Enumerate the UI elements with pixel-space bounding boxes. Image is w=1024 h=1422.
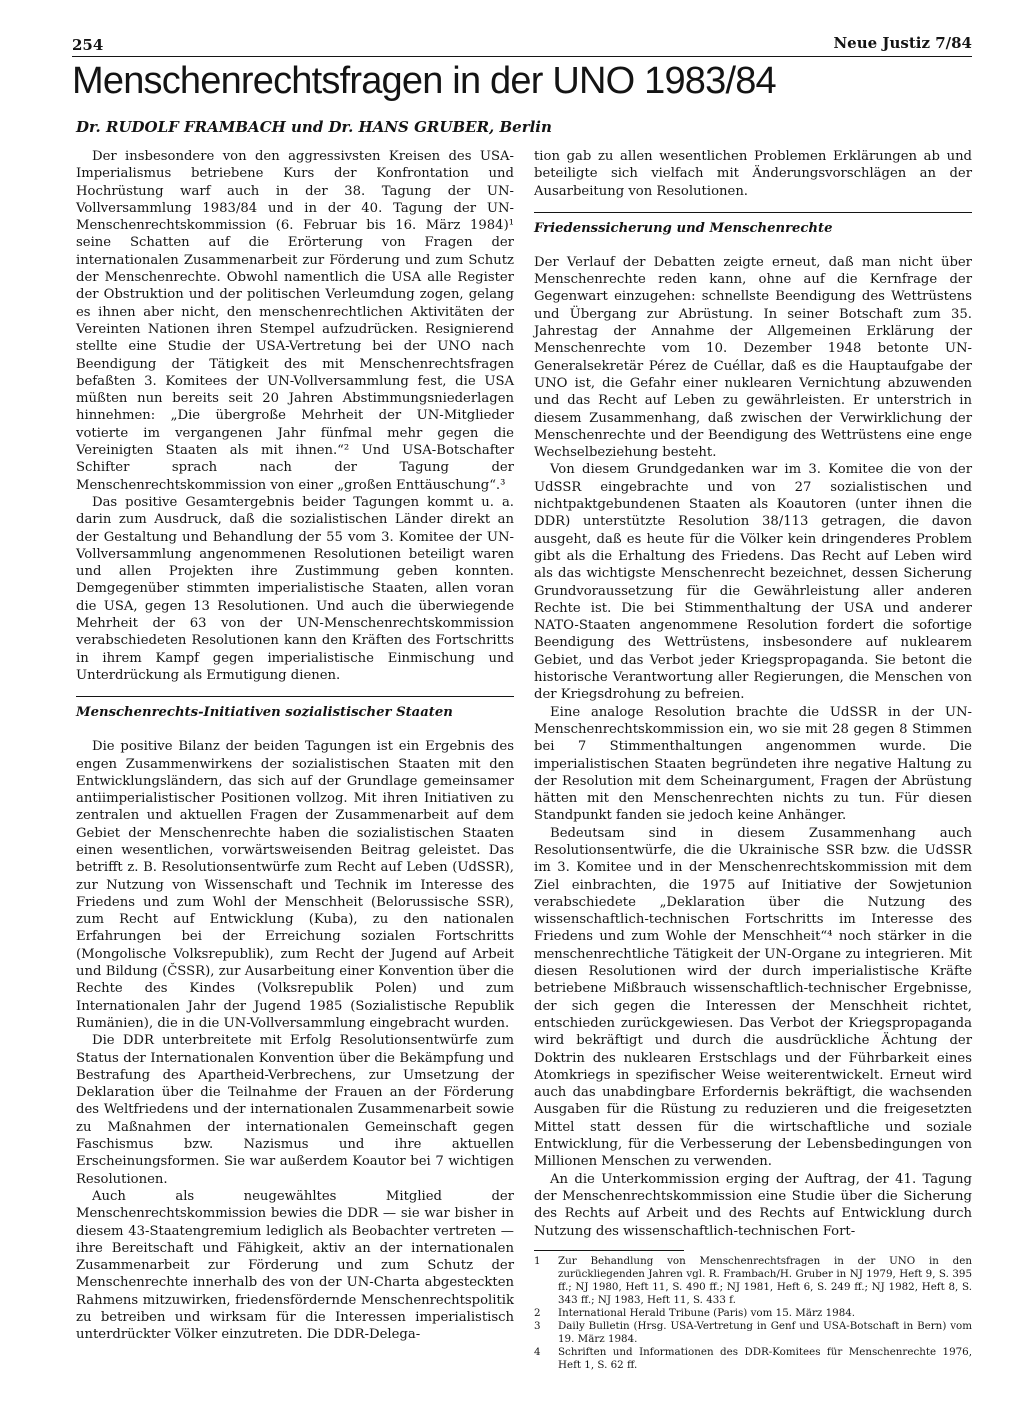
- footnote-text: Schriften und Informationen des DDR-Komitees für Menschenrechte 1976, Heft 1, S. 62 ff.: [558, 1345, 972, 1371]
- paragraph: Das positive Gesamtergebnis beider Tagungen kommt u. a. darin zum Ausdruck, daß die sozialistischen Länder direkt an der Gestaltung und Behandlung der 55 vom 3. Komitee der UN-Vollversammlung angenommenen Resolutionen beteiligt waren und allen Projekten ihre Zustimmung geben konnten. Demgegenüber stimmten imperialistische Staaten, allen voran die USA, gegen 13 Resolutionen. Und auch die überwiegende Mehrheit der 63 von der UN-Menschenrechtskommission verabschiedeten Resolutionen kann den Kräften des Fortschritts in ihrem Kampf gegen imperialistische Einmischung und Unterdrückung als Ermutigung dienen.: [76, 494, 514, 683]
- paragraph: Eine analoge Resolution brachte die UdSSR in der UN-Menschenrechtskommission ein, wo sie mit 28 gegen 8 Stimmen bei 7 Stimmenthaltungen angenommen wurde. Die imperialistischen Staaten begründeten ihre negative Haltung zu der Resolution mit dem Scheinargument, Fragen der Abrüstung hätten mit den Menschenrechten nichts zu tun. Für diesen Standpunkt fanden sie jedoch keine Anhänger.: [534, 704, 972, 824]
- header-rule: [72, 56, 972, 57]
- footnote-text: Zur Behandlung von Menschenrechtsfragen in der UNO in den zurückliegenden Jahren vgl. R. Frambach/H. Gruber in NJ 1979, Heft 9, S. 395 ff.; NJ 1980, Heft 11, S. 490 ff.; NJ 1981, Heft 6, S. 249 ff.; NJ 1982, Heft 8, S. 343 ff.; NJ 1983, Heft 11, S. 433 f.: [558, 1254, 972, 1306]
- section-heading: Menschenrechts-Initiativen sozialistischer Staaten: [76, 696, 514, 726]
- footnote: [534, 1255, 972, 1307]
- footnote: [534, 1307, 972, 1320]
- paragraph: Die DDR unterbreitete mit Erfolg Resolutionsentwürfe zum Status der Internationalen Konvention über die Bekämpfung und Bestrafung des Apartheid-Verbrechens, zur Umsetzung der Deklaration über die Teilnahme der Frauen an der Förderung des Weltfriedens und der internationalen Zusammenarbeit sowie zu Maßnahmen der internationalen Gemeinschaft gegen Faschismus bzw. Nazismus und ihre aktuellen Erscheinungsformen. Sie war außerdem Koautor bei 7 wichtigen Resolutionen.: [76, 1033, 514, 1187]
- left-column: [76, 148, 514, 1344]
- section-heading: Friedenssicherung und Menschenrechte: [534, 212, 972, 242]
- right-column: [534, 148, 972, 1372]
- page-number: 254: [72, 36, 104, 54]
- footnotes: [534, 1250, 972, 1372]
- paragraph: tion gab zu allen wesentlichen Problemen Erklärungen ab und beteiligte sich vielfach mit Änderungsvorschlägen an der Ausarbeitung von Resolutionen.: [534, 149, 972, 199]
- paragraph: Der Verlauf der Debatten zeigte erneut, daß man nicht über Menschenrechte reden kann, ohne auf die Kernfrage der Gegenwart einzugehen: schnellste Beendigung des Wettrüstens und Übergang zur Abrüstung. In seiner Botschaft zum 35. Jahrestag der Annahme der Allgemeinen Erklärung der Menschenrechte vom 10. Dezember 1948 betonte UN-Generalsekretär Pérez de Cuéllar, daß es die Hauptaufgabe der UNO ist, die Gefahr einer nuklearen Vernichtung abzuwenden und das Recht auf Leben zu gewährleisten. Er unterstrich in diesem Zusammenhang, daß zwischen der Verwirklichung der Menschenrechte und der Beendigung des Wettrüstens eine enge Wechselbeziehung besteht.: [534, 254, 972, 461]
- footnote: [534, 1346, 972, 1372]
- article-title: Menschenrechtsfragen in der UNO 1983/84: [72, 60, 776, 102]
- footnote-mark: 3: [534, 1319, 541, 1332]
- footnote-text: International Herald Tribune (Paris) vom 15. März 1984.: [558, 1306, 856, 1319]
- footnote-mark: 2: [534, 1306, 541, 1319]
- journal-issue: Neue Justiz 7/84: [833, 34, 972, 52]
- paragraph: An die Unterkommission erging der Auftrag, der 41. Tagung der Menschenrechtskommission eine Studie über die Sicherung des Rechts auf Arbeit und des Rechts auf Entwicklung durch Nutzung des wissenschaftlich-technischen Fort-: [534, 1171, 972, 1239]
- footnote-mark: 1: [534, 1254, 541, 1267]
- paragraph: Die positive Bilanz der beiden Tagungen ist ein Ergebnis des engen Zusammenwirkens der sozialistischen Staaten mit den Entwicklungsländern, das sich auf der Grundlage gemeinsamer antiimperialistischer Positionen vollzog. Mit ihren Initiativen zu zentralen und aktuellen Fragen der Zusammenarbeit auf dem Gebiet der Menschenrechte haben die sozialistischen Staaten einen wesentlichen, vorwärtsweisenden Beitrag geleistet. Das betrifft z. B. Resolutionsentwürfe zum Recht auf Leben (UdSSR), zur Nutzung von Wissenschaft und Technik im Interesse des Friedens und zum Wohl der Menschheit (Belorussische SSR), zum Recht auf Entwicklung (Kuba), zu den nationalen Erfahrungen bei der Erreichung sozialen Fortschritts (Mongolische Volksrepublik), zum Recht der Jugend auf Arbeit und Bildung (ČSSR), zur Ausarbeitung einer Konvention über die Rechte des Kindes (Volksrepublik Polen) und zum Internationalen Jahr der Jugend 1985 (Sozialistische Republik Rumänien), die in die UN-Vollversammlung eingebracht wurden.: [76, 739, 514, 1031]
- footnote-mark: 4: [534, 1345, 541, 1358]
- footnote: [534, 1320, 972, 1346]
- paragraph: Der insbesondere von den aggressivsten Kreisen des USA-Imperialismus betriebene Kurs der Konfrontation und Hochrüstung warf auch in der 38. Tagung der UN-Vollversammlung 1983/84 und in der 40. Tagung der UN-Menschenrechtskommission (6. Februar bis 16. März 1984)¹ seine Schatten auf die Erörterung von Fragen der internationalen Zusammenarbeit zur Förderung und zum Schutz der Menschenrechte. Obwohl namentlich die USA alle Register der Obstruktion und der politischen Verleumdung zogen, gelang es ihnen aber nicht, den menschenrechtlichen Aktivitäten der Vereinten Nationen ihren Stempel aufzudrücken. Resignierend stellte eine Studie der USA-Vertretung bei der UNO nach Beendigung der Tätigkeit des mit Menschenrechtsfragen befaßten 3. Komitees der UN-Vollversammlung fest, die USA müßten nun bereits seit 20 Jahren Abstimmungsniederlagen hinnehmen: „Die übergroße Mehrheit der UN-Mitglieder votierte im vergangenen Jahr fünfmal mehr gegen die Vereinigten Staaten als mit ihnen.“² Und USA-Botschafter Schifter sprach nach der Tagung der Menschenrechtskommission von einer „großen Enttäuschung“.³: [76, 149, 514, 493]
- paragraph: Auch als neugewähltes Mitglied der Menschenrechtskommission bewies die DDR — sie war bisher in diesem 43-Staatengremium lediglich als Beobachter vertreten — ihre Bereitschaft und Fähigkeit, aktiv an der internationalen Zusammenarbeit zur Förderung und zum Schutz der Menschenrechte innerhalb des von der UN-Charta abgesteckten Rahmens mitzuwirken, friedensfördernde Menschenrechtspolitik zu betreiben und wirksam für die Interessen imperialistisch unterdrückter Völker einzutreten. Die DDR-Delega-: [76, 1188, 514, 1343]
- paragraph: Von diesem Grundgedanken war im 3. Komitee die von der UdSSR eingebrachte und von 27 sozialistischen und nichtpaktgebundenen Staaten als Koautoren (unter ihnen die DDR) unterstützte Resolution 38/113 getragen, die davon ausgeht, daß es heute für die Völker kein dringenderes Problem gibt als die Erhaltung des Friedens. Das Recht auf Leben wird als das wichtigste Menschenrecht bezeichnet, dessen Sicherung Grundvoraussetzung für die Gewährleistung aller anderen Rechte ist. Die bei Stimmenthaltung der USA und anderer NATO-Staaten angenommene Resolution fordert die sofortige Beendigung des Wettrüstens, insbesondere auf nuklearem Gebiet, und das Verbot jeder Kriegspropaganda. Sie betont die historische Verantwortung aller Regierungen, die Menschen von der Kriegsdrohung zu befreien.: [534, 462, 972, 703]
- paragraph: Bedeutsam sind in diesem Zusammenhang auch Resolutionsentwürfe, die die Ukrainische SSR bzw. die UdSSR im 3. Komitee und in der Menschenrechtskommission mit dem Ziel einbrachten, die 1975 auf Initiative der Sowjetunion verabschiedete „Deklaration über die Nutzung des wissenschaftlich-technischen Fortschritts im Interesse des Friedens und zum Wohle der Menschheit“⁴ noch stärker in die menschenrechtliche Tätigkeit der UN-Organe zu integrieren. Mit diesen Resolutionen wird der durch imperialistische Kräfte betriebene Mißbrauch wissenschaftlich-technischer Ergebnisse, der sich gegen die Interessen der Menschheit richtet, entschieden zurückgewiesen. Das Verbot der Kriegspropaganda wird bekräftigt und durch die ausdrückliche Ächtung der Doktrin des nuklearen Erstschlags und der Führbarkeit eines Atomkriegs in spezifischer Weise weiterentwickelt. Erneut wird auch das unabdingbare Erfordernis bekräftigt, die wachsenden Ausgaben für die Rüstung zu reduzieren und die freigesetzten Mittel statt dessen für die wirtschaftliche und soziale Entwicklung, für die Verbesserung der Lebensbedingungen von Millionen Menschen zu verwenden.: [534, 825, 972, 1170]
- article-authors: Dr. RUDOLF FRAMBACH und Dr. HANS GRUBER, Berlin: [76, 118, 552, 136]
- footnote-text: Daily Bulletin (Hrsg. USA-Vertretung in Genf und USA-Botschaft in Bern) vom 19. März 1984.: [558, 1319, 972, 1345]
